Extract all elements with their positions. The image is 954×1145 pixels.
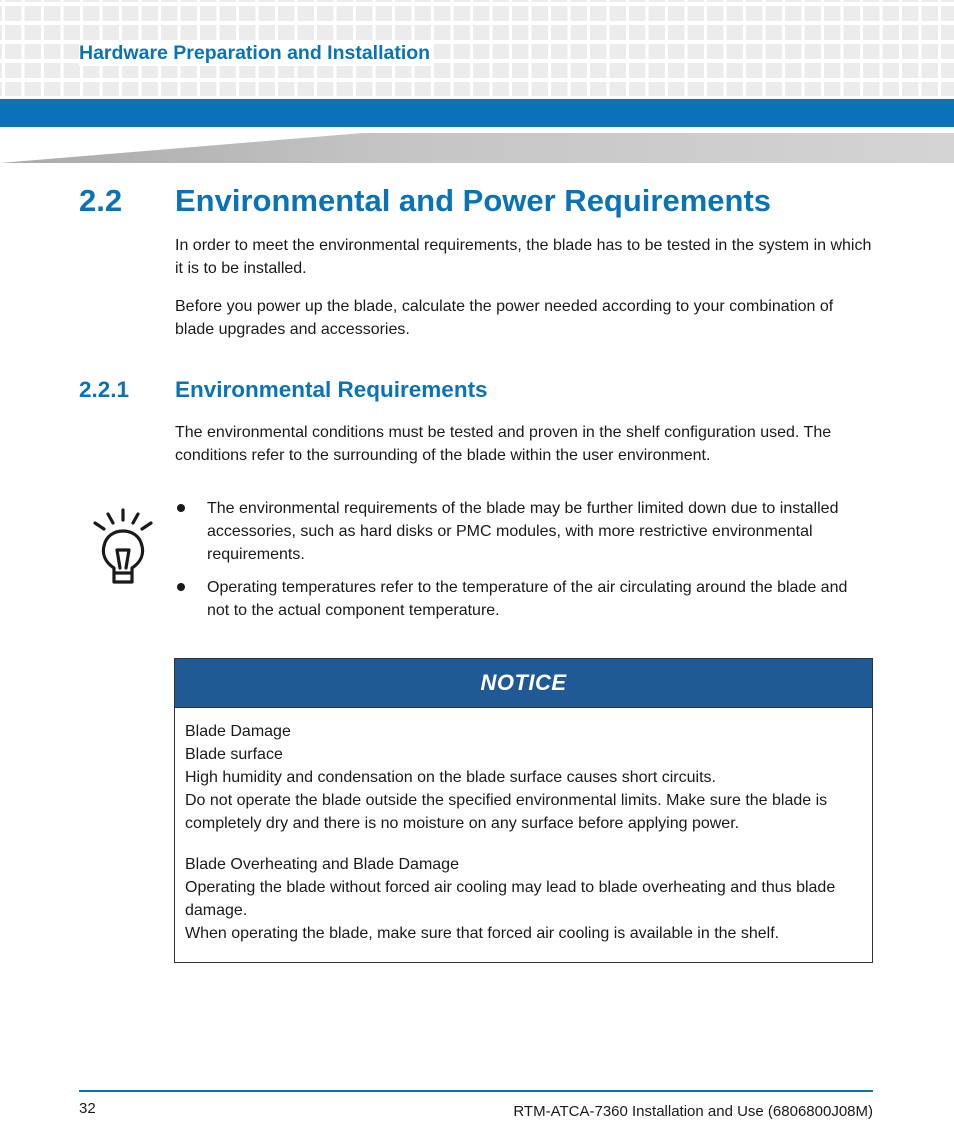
section-title: Environmental and Power Requirements [175,183,772,218]
note-bullet-list [175,497,865,632]
section-paragraph-2: Before you power up the blade, calculate the power needed according to your combination of blade upgrades and accessories. [175,298,834,338]
notice-line: When operating the blade, make sure that forced air cooling is available in the shelf. [185,925,780,942]
notice-line: High humidity and condensation on the blade surface causes short circuits. [185,769,716,786]
header-grey-wedge [0,133,954,163]
subsection-paragraph: The environmental conditions must be tested and proven in the shelf configuration used. The conditions refer to the surrounding of the blade within the user environment. [175,424,832,464]
notice-header [175,659,872,708]
bullet-text: Operating temperatures refer to the temperature of the air circulating around the blade and not to the actual component temperature. [207,579,848,619]
subsection-number: 2.2.1 [79,377,130,402]
footer-rule [79,1090,873,1092]
notice-line: Blade Overheating and Blade Damage [185,856,459,873]
notice-line: Blade surface [185,746,283,763]
notice-title: NOTICE [480,670,567,695]
notice-group-blade-damage [185,720,862,835]
bullet-text: The environmental requirements of the blade may be further limited down due to installed accessories, such as hard disks or PMC modules, with more restrictive environmental requirements. [207,500,839,563]
section-number: 2.2 [79,183,123,218]
section-paragraph-1: In order to meet the environmental requirements, the blade has to be tested in the system in which it is to be installed. [175,237,872,277]
document-reference: RTM-ATCA-7360 Installation and Use (6806800J08M) [513,1103,873,1120]
notice-box [174,658,873,963]
lightbulb-icon [90,506,156,590]
page-number: 32 [79,1100,96,1117]
notice-group-overheating [185,853,862,945]
list-item [175,576,865,622]
notice-line: Blade Damage [185,723,291,740]
running-header-title: Hardware Preparation and Installation [79,40,434,66]
notice-body [175,708,872,945]
notice-line: Do not operate the blade outside the specified environmental limits. Make sure the blade is completely dry and there is no moisture on any surface before applying power. [185,792,828,832]
header-blue-band [0,99,954,127]
bullet-dot-icon [177,583,185,591]
subsection-heading [79,375,488,405]
subsection-title: Environmental Requirements [175,377,488,402]
notice-line: Operating the blade without forced air cooling may lead to blade overheating and thus blade damage. [185,879,836,919]
bullet-dot-icon [177,504,185,512]
list-item [175,497,865,566]
section-heading [79,180,771,222]
